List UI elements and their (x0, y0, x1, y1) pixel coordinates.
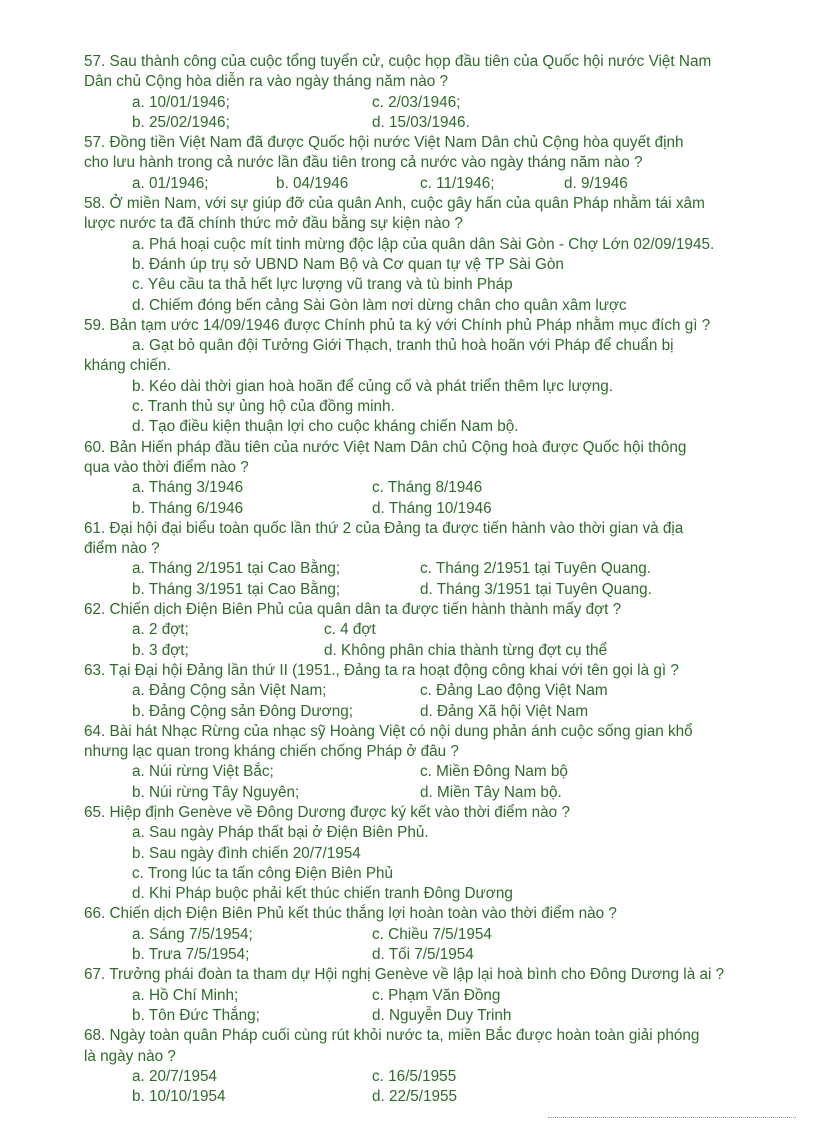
answer-option: b. Tháng 3/1951 tại Cao Bằng; (132, 580, 341, 598)
answer-option: c. Chiều 7/5/1954 (372, 925, 492, 943)
question-text: 59. Bản tạm ước 14/09/1946 được Chính phủ ta ký với Chính phủ Pháp nhằm mục đích gì ? (84, 316, 711, 334)
answer-option: b. 04/1946 (276, 174, 349, 192)
answer-option: d. Tháng 10/1946 (372, 499, 492, 517)
answer-row (84, 93, 784, 113)
answer-option: c. 4 đợt (324, 621, 376, 639)
answer-option: a. Sau ngày Pháp thất bại ở Điện Biên Phủ. (132, 824, 429, 842)
answer-option: a. Tháng 3/1946 (132, 479, 244, 497)
answer-option: d. Tháng 3/1951 tại Tuyên Quang. (420, 580, 652, 598)
answer-option: d. Khi Pháp buộc phải kết thúc chiến tranh Đông Dương (132, 885, 513, 903)
answer-option: c. Tháng 8/1946 (372, 479, 483, 497)
answer-option: b. Núi rừng Tây Nguyên; (132, 783, 300, 801)
answer-option: c. Đảng Lao động Việt Nam (420, 682, 608, 700)
answer-option: d. 9/1946 (564, 174, 628, 192)
answer-option: d. Nguyễn Duy Trinh (372, 1006, 512, 1024)
answer-row (84, 580, 784, 600)
question-text: 60. Bản Hiến pháp đầu tiên của nước Việt Nam Dân chủ Cộng hoà được Quốc hội thông (84, 438, 687, 456)
question-page (84, 52, 784, 1107)
answer-option: a. 20/7/1954 (132, 1067, 218, 1085)
option-continuation: kháng chiến. (84, 357, 171, 375)
answer-option: a. Núi rừng Việt Bắc; (132, 763, 274, 781)
answer-option: b. Đánh úp trụ sở UBND Nam Bộ và Cơ quan tự vệ TP Sài Gòn (132, 255, 564, 273)
answer-option: d. Không phân chia thành từng đợt cụ thể (324, 641, 608, 659)
answer-row (84, 113, 784, 133)
question-text: 65. Hiệp định Genève về Đông Dương được ký kết vào thời điểm nào ? (84, 803, 570, 821)
answer-option: d. 22/5/1955 (372, 1088, 458, 1106)
question-text: 61. Đại hội đại biểu toàn quốc lần thứ 2 của Đảng ta được tiến hành vào thời gian và địa (84, 519, 684, 537)
question-text: 62. Chiến dịch Điện Biên Phủ của quân dân ta được tiến hành thành mấy đợt ? (84, 601, 622, 619)
answer-option: a. 2 đợt; (132, 621, 189, 639)
question-text: 66. Chiến dịch Điện Biên Phủ kết thúc thắng lợi hoàn toàn vào thời điểm nào ? (84, 905, 617, 923)
question-text: Dân chủ Cộng hòa diễn ra vào ngày tháng năm nào ? (84, 73, 448, 91)
answer-row (84, 1006, 784, 1026)
answer-row (84, 945, 784, 965)
question-text: là ngày nào ? (84, 1047, 176, 1065)
answer-option: d. Đảng Xã hội Việt Nam (420, 702, 589, 720)
question-text: 57. Đồng tiền Việt Nam đã được Quốc hội nước Việt Nam Dân chủ Cộng hòa quyết định (84, 134, 684, 152)
answer-option: b. 3 đợt; (132, 641, 189, 659)
question-text: lược nước ta đã chính thức mở đầu bằng sự kiện nào ? (84, 215, 463, 233)
answer-option: b. Đảng Cộng sản Đông Dương; (132, 702, 353, 720)
answer-option: d. 15/03/1946. (372, 113, 470, 131)
answer-option: a. Phá hoại cuộc mít tinh mừng độc lập của quân dân Sài Gòn - Chợ Lớn 02/09/1945. (132, 235, 715, 253)
answer-option: c. Trong lúc ta tấn công Điện Biên Phủ (132, 864, 394, 882)
answer-row (84, 174, 784, 194)
answer-option: b. Trưa 7/5/1954; (132, 946, 250, 964)
question-text: 57. Sau thành công của cuộc tổng tuyển cử, cuộc họp đầu tiên của Quốc hội nước Việt Nam (84, 53, 712, 70)
question-text: cho lưu hành trong cả nước lần đầu tiên trong cả nước vào ngày tháng năm nào ? (84, 154, 643, 172)
answer-row (84, 986, 784, 1006)
answer-row (84, 925, 784, 945)
question-text: 67. Trưởng phái đoàn ta tham dự Hội nghị Genève về lập lại hoà bình cho Đông Dương là ai ? (84, 966, 725, 984)
answer-option: a. Tháng 2/1951 tại Cao Bằng; (132, 560, 341, 578)
answer-option: c. 2/03/1946; (372, 93, 461, 111)
answer-option: c. Tranh thủ sự ủng hộ của đồng minh. (132, 398, 395, 416)
answer-row (84, 783, 784, 803)
question-text: 58. Ở miền Nam, với sự giúp đỡ của quân Anh, cuộc gây hấn của quân Pháp nhằm tái xâm (84, 195, 705, 213)
answer-option: a. Đảng Cộng sản Việt Nam; (132, 682, 327, 700)
question-text: 63. Tại Đại hội Đảng lần thứ II (1951., Đảng ta ra hoạt động công khai với tên gọi là gì ? (84, 661, 679, 679)
answer-option: b. Sau ngày đình chiến 20/7/1954 (132, 844, 361, 862)
answer-option: c. 11/1946; (420, 174, 495, 192)
answer-row (84, 762, 784, 782)
question-text: 64. Bài hát Nhạc Rừng của nhạc sỹ Hoàng Việt có nội dung phản ánh cuộc sống gian khổ (84, 722, 693, 740)
answer-option: c. Phạm Văn Đồng (372, 986, 501, 1004)
answer-option: b. Tháng 6/1946 (132, 499, 244, 517)
answer-option: c. Yêu cầu ta thả hết lực lượng vũ trang và tù binh Pháp (132, 276, 513, 294)
answer-option: a. Gạt bỏ quân đội Tưởng Giới Thạch, tranh thủ hoà hoãn với Pháp để chuẩn bị (132, 337, 674, 355)
answer-option: b. 10/10/1954 (132, 1088, 226, 1106)
question-text: qua vào thời điểm nào ? (84, 458, 249, 476)
answer-row (84, 1067, 784, 1087)
answer-row (84, 1087, 784, 1107)
answer-row (84, 499, 784, 519)
answer-row (84, 559, 784, 579)
answer-option: a. Sáng 7/5/1954; (132, 925, 253, 943)
answer-option: d. Miền Tây Nam bộ. (420, 783, 562, 801)
answer-row (84, 641, 784, 661)
answer-option: d. Tạo điều kiện thuận lợi cho cuộc kháng chiến Nam bộ. (132, 418, 519, 436)
question-text: nhưng lạc quan trong kháng chiến chống Pháp ở đâu ? (84, 743, 459, 761)
answer-option: c. Tháng 2/1951 tại Tuyên Quang. (420, 560, 652, 578)
answer-row (84, 702, 784, 722)
answer-option: d. Chiếm đóng bến cảng Sài Gòn làm nơi dừng chân cho quân xâm lược (132, 296, 627, 314)
question-text: 68. Ngày toàn quân Pháp cuối cùng rút khỏi nước ta, miền Bắc được hoàn toàn giải phóng (84, 1027, 700, 1045)
question-text: điểm nào ? (84, 540, 160, 558)
bottom-dotted-rule (548, 1117, 796, 1118)
answer-option: d. Tối 7/5/1954 (372, 946, 474, 964)
answer-row (84, 478, 784, 498)
answer-option: c. Miền Đông Nam bộ (420, 763, 568, 781)
answer-option: b. Tôn Đức Thắng; (132, 1006, 260, 1024)
answer-row (84, 681, 784, 701)
answer-option: a. 01/1946; (132, 174, 209, 192)
answer-option: b. 25/02/1946; (132, 113, 230, 131)
answer-option: a. Hồ Chí Minh; (132, 986, 239, 1004)
answer-option: a. 10/01/1946; (132, 93, 230, 111)
answer-row (84, 620, 784, 640)
answer-option: c. 16/5/1955 (372, 1067, 457, 1085)
answer-option: b. Kéo dài thời gian hoà hoãn để củng cố và phát triển thêm lực lượng. (132, 377, 614, 395)
